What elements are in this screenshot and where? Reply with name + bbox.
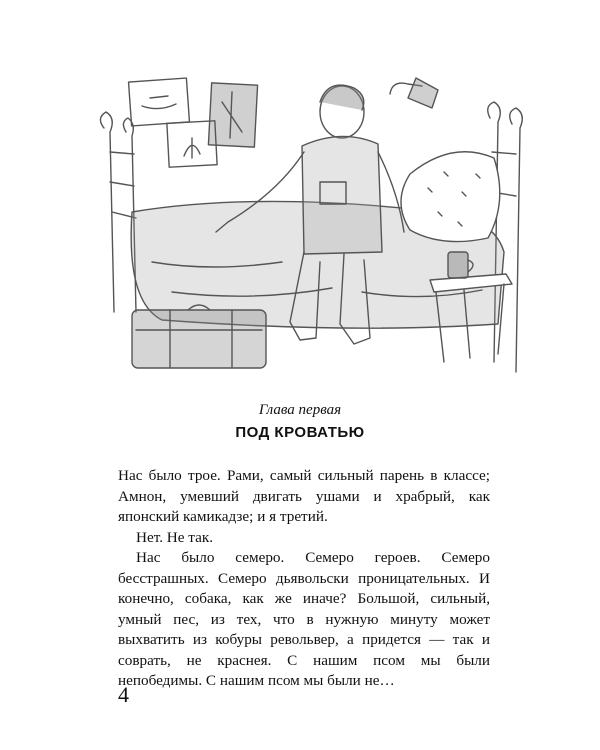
chapter-label: Глава первая: [258, 402, 342, 418]
wall-lamp: [390, 78, 438, 108]
wall-picture-boat: [129, 78, 190, 126]
paragraph: Нас было трое. Рами, самый сильный парень в классе; Амнон, умевший двигать ушами и храбрый, как японский камикадзе; и я третий.: [118, 467, 490, 525]
suitcase: [132, 305, 266, 368]
body-text: [118, 466, 490, 692]
paragraph: Нас было семеро. Семеро героев. Семеро бесстрашных. Семеро дьявольски проницательных. И конечно, собака, как же иначе? Большой, сильный, умный пес, из тех, что в нужную минуту может выхватить из кобуры револьвер, а придется — так и соврать, не краснея. С нашим псом мы были непобедимы. С нашим псом мы были не…: [118, 549, 490, 689]
paragraph: Нет. Не так.: [136, 528, 214, 546]
illustration-man-on-bed: [92, 62, 532, 392]
chapter-title: ПОД КРОВАТЬЮ: [235, 424, 365, 441]
page-number: 4: [118, 682, 129, 707]
bed-pillow: [401, 152, 500, 242]
bed-headboard-left: [100, 112, 136, 312]
